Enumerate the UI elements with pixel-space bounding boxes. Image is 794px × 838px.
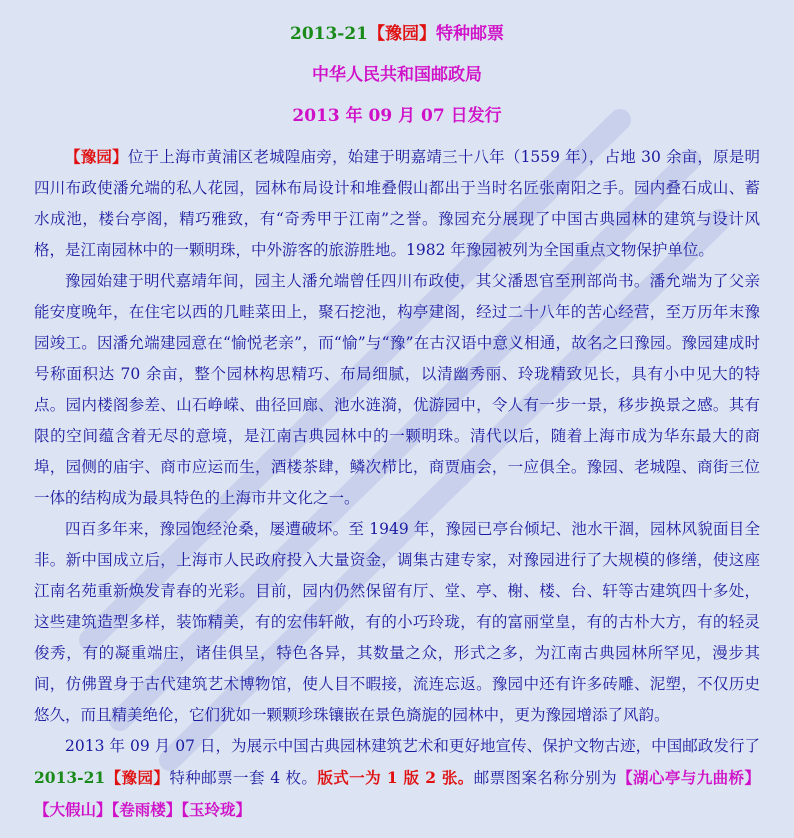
issue-mid: 特种邮票一套 4 枚。	[169, 769, 318, 787]
issue-names-lead: 邮票图案名称分别为	[473, 769, 618, 787]
issuer: 中华人民共和国邮政局	[312, 65, 482, 85]
stamp-number: 2013-21	[289, 24, 369, 44]
issue-format: 版式一为 1 版 2 张。	[317, 768, 474, 787]
issue-lead: 2013 年 09 月 07 日，为展示中国古典园林建筑艺术和更好地宣传、保护文物古迹，中国邮政发行了	[65, 737, 760, 755]
intro-tag: 【豫园】	[65, 147, 128, 166]
issue-date: 2013 年 09 月 07 日发行	[292, 106, 502, 126]
issue-stamp-number: 2013-21	[34, 768, 106, 787]
stamp-title	[34, 18, 760, 59]
intro-text: 位于上海市黄浦区老城隍庙旁，始建于明嘉靖三十八年（1559 年），占地 30 余亩，原是明四川布政使潘允端的私人花园，园林布局设计和堆叠假山都出于当时名匠张南阳之手。园内叠石成山、蓄水成池，楼台亭阁，精巧雅致，有“奇秀甲于江南”之誉。豫园充分展现了中国古典园林的建筑与设计风格，是江南园林中的一颗明珠，中外游客的旅游胜地。1982 年豫园被列为全国重点文物保护单位。	[34, 148, 760, 259]
stamp-type: 特种邮票	[436, 24, 505, 44]
stamp-name: 【豫园】	[368, 24, 437, 44]
document-header	[34, 18, 760, 141]
paragraph-restoration: 四百多年来，豫园饱经沧桑，屡遭破坏。至 1949 年，豫园已亭台倾圮、池水干涸，园林风貌面目全非。新中国成立后，上海市人民政府投入大量资金，调集古建专家，对豫园进行了大规模的修缮，使这座江南名苑重新焕发青春的光彩。目前，园内仍然保留有厅、堂、亭、榭、楼、台、轩等古建筑四十多处，这些建筑造型多样，装饰精美，有的宏伟轩敞，有的小巧玲珑，有的富丽堂皇，有的古朴大方，有的轻灵俊秀，有的凝重端庄，诸佳俱呈，特色各异，其数量之众，形式之多，为江南古典园林所罕见，漫步其间，仿佛置身于古代建筑艺术博物馆，使人目不暇接，流连忘返。豫园中还有许多砖雕、泥塑，不仅历史悠久，而且精美绝伦，它们犹如一颗颗珍珠镶嵌在景色旖旎的园林中，更为豫园增添了风韵。	[34, 520, 760, 724]
paragraph-history: 豫园始建于明代嘉靖年间，园主人潘允端曾任四川布政使，其父潘恩官至刑部尚书。潘允端为了父亲能安度晚年，在住宅以西的几畦菜田上，聚石挖池，构亭建阁，经过二十八年的苦心经营，至万历年末豫园竣工。因潘允端建园意在“愉悦老亲”，而“愉”与“豫”在古汉语中意义相通，故名之曰豫园。豫园建成时号称面积达 70 余亩，整个园林构思精巧、布局细腻，以清幽秀丽、玲珑精致见长，具有小中见大的特点。园内楼阁参差、山石峥嵘、曲径回廊、池水涟漪，优游园中，令人有一步一景，移步换景之感。其有限的空间蕴含着无尽的意境，是江南古典园林中的一颗明珠。清代以后，随着上海市成为华东最大的商埠，园侧的庙宇、商市应运而生，酒楼茶肆，鳞次栉比，商贾庙会，一应俱全。豫园、老城隍、商街三位一体的结构成为最具特色的上海市井文化之一。	[34, 272, 760, 507]
paragraph-intro	[34, 141, 760, 266]
paragraph-issue	[34, 731, 760, 826]
issue-stamp-name: 【豫园】	[105, 768, 170, 787]
issue-stamp-names: 【湖心亭与九曲桥】【大假山】【卷雨楼】【玉玲珑】	[34, 768, 760, 819]
